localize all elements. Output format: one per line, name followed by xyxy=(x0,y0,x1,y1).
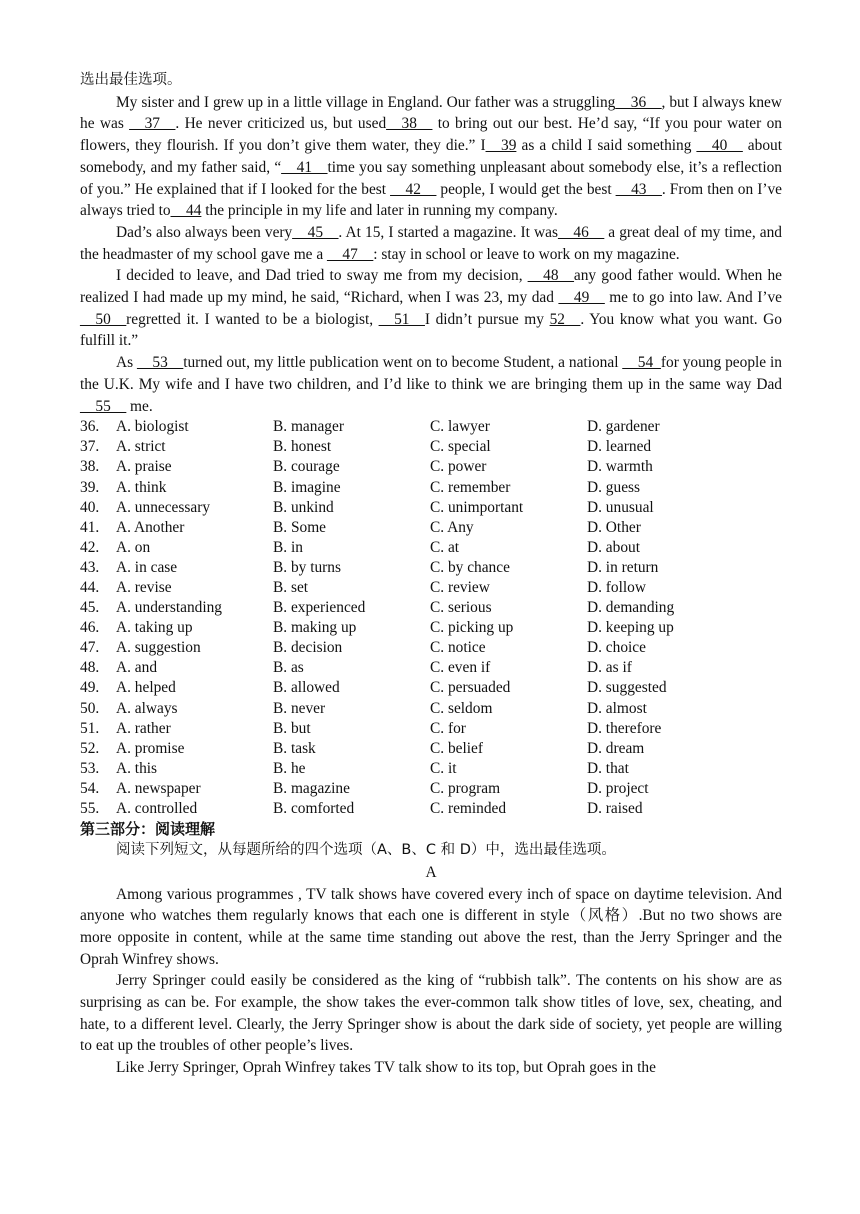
option-c: C. unimportant xyxy=(430,498,524,516)
option-d: D. choice xyxy=(587,639,646,657)
question-number: 45. xyxy=(80,599,100,617)
option-c: C. at xyxy=(430,538,460,556)
blank-37: __37__ xyxy=(129,115,176,133)
text: As xyxy=(116,354,138,372)
option-d: D. almost xyxy=(587,699,647,717)
option-b: B. but xyxy=(273,719,311,737)
option-a: A. rather xyxy=(116,719,171,737)
option-row xyxy=(80,678,782,698)
option-b: B. unkind xyxy=(273,498,334,516)
option-d: D. learned xyxy=(587,438,652,456)
question-number: 54. xyxy=(80,779,100,797)
option-row xyxy=(80,417,782,437)
option-d: D. that xyxy=(587,759,629,777)
option-c: C. even if xyxy=(430,659,491,677)
passage-paragraph-4 xyxy=(80,352,782,417)
question-number: 48. xyxy=(80,659,100,677)
option-c: C. for xyxy=(430,719,466,737)
option-c: C. seldom xyxy=(430,699,493,717)
option-a: A. helped xyxy=(116,679,176,697)
option-b: B. courage xyxy=(273,458,340,476)
question-number: 52. xyxy=(80,739,100,757)
option-d: D. guess xyxy=(587,478,641,496)
option-b: B. imagine xyxy=(273,478,341,496)
option-d: D. follow xyxy=(587,579,646,596)
text: I decided to leave, and Dad tried to sway me from my decision, xyxy=(116,267,528,285)
text: as a child I said something xyxy=(516,137,697,155)
question-number: 43. xyxy=(80,558,100,576)
blank-40: __40__ xyxy=(696,137,743,155)
text: to bring out our best. He’d say, “If you pour water on flowers, they flourish. If you don’t give them water, they die.” I xyxy=(80,115,782,155)
blank-44: __44 xyxy=(170,202,202,220)
option-row xyxy=(80,498,782,518)
text: . At 15, I started a magazine. It was xyxy=(338,223,558,241)
option-d: D. gardener xyxy=(587,418,660,436)
reading-paragraph-1: Among various programmes , TV talk shows have covered every inch of space on daytime television. And anyone who watches them regularly knows that each one is different in style（风格）.But no two shows are more opposite in content, while at the same time standing out above the rest, than the Jerry Springer and the Oprah Winfrey shows. xyxy=(80,885,782,968)
option-b: B. as xyxy=(273,659,304,677)
option-a: A. Another xyxy=(116,518,185,536)
blank-38: __38__ xyxy=(386,115,433,133)
option-row xyxy=(80,598,782,618)
question-number: 50. xyxy=(80,699,100,717)
section-title: 第三部分：阅读理解 xyxy=(80,820,216,839)
option-a: A. unnecessary xyxy=(116,498,211,516)
blank-41: __41__ xyxy=(281,158,328,176)
option-row xyxy=(80,759,782,779)
option-b: B. making up xyxy=(273,619,357,637)
option-a: A. on xyxy=(116,538,151,556)
options-list xyxy=(80,417,782,819)
option-a: A. in case xyxy=(116,558,178,576)
question-number: 51. xyxy=(80,719,100,737)
option-c: C. review xyxy=(430,579,490,596)
option-c: C. power xyxy=(430,458,487,476)
passage-paragraph-1 xyxy=(80,92,782,222)
option-row xyxy=(80,618,782,638)
option-b: B. decision xyxy=(273,639,343,657)
option-a: A. and xyxy=(116,659,158,677)
question-number: 47. xyxy=(80,639,100,657)
option-b: B. by turns xyxy=(273,558,341,576)
blank-55: __55__ xyxy=(80,397,127,415)
question-number: 44. xyxy=(80,579,100,596)
option-a: A. this xyxy=(116,759,158,777)
option-b: B. magazine xyxy=(273,779,350,797)
text: any good father would. When he realized I had made up my mind, he said, “Richard, when I was 23, my dad xyxy=(80,267,782,307)
question-number: 41. xyxy=(80,518,100,536)
option-b: B. experienced xyxy=(273,599,366,617)
option-row xyxy=(80,478,782,498)
option-a: A. taking up xyxy=(116,619,193,637)
option-d: D. as if xyxy=(587,659,632,677)
option-c: C. lawyer xyxy=(430,418,490,436)
text: regretted it. I wanted to be a biologist, xyxy=(126,310,379,328)
blank-48: __48__ xyxy=(527,267,574,285)
text: I didn’t pursue my xyxy=(424,310,550,328)
option-c: C. Any xyxy=(430,518,474,536)
option-c: C. remember xyxy=(430,478,511,496)
text: a great deal of my time, and the headmaster of my school gave me a xyxy=(80,223,782,263)
option-d: D. in return xyxy=(587,558,659,576)
option-row xyxy=(80,558,782,578)
option-b: B. comforted xyxy=(273,800,355,818)
question-number: 46. xyxy=(80,619,100,637)
option-d: D. raised xyxy=(587,800,643,818)
blank-54: __54_ xyxy=(622,354,661,372)
blank-36: __36__ xyxy=(615,93,662,111)
option-c: C. special xyxy=(430,438,491,456)
text: time you say something unpleasant about somebody else, it’s a reflection of you.” He explained that if I looked for the best xyxy=(80,158,782,198)
text: : stay in school or leave to work on my magazine. xyxy=(373,245,680,263)
option-c: C. belief xyxy=(430,739,483,757)
option-b: B. allowed xyxy=(273,679,340,697)
option-row xyxy=(80,457,782,477)
blank-42: __42__ xyxy=(390,180,437,198)
option-row xyxy=(80,518,782,538)
blank-43: __43__ xyxy=(615,180,662,198)
option-a: A. strict xyxy=(116,438,166,456)
option-b: B. honest xyxy=(273,438,332,456)
blank-51: __51__ xyxy=(378,310,425,328)
option-b: B. he xyxy=(273,759,306,777)
option-row xyxy=(80,578,782,598)
question-number: 37. xyxy=(80,438,100,456)
option-row xyxy=(80,437,782,457)
option-a: A. suggestion xyxy=(116,639,201,657)
option-d: D. about xyxy=(587,538,641,556)
blank-45: __45__ xyxy=(292,223,339,241)
option-b: B. never xyxy=(273,699,326,717)
reading-paragraph-3: Like Jerry Springer, Oprah Winfrey takes TV talk show to its top, but Oprah goes in the xyxy=(116,1059,656,1077)
question-number: 42. xyxy=(80,538,100,556)
option-c: C. picking up xyxy=(430,619,514,637)
option-d: D. Other xyxy=(587,518,641,536)
option-b: B. Some xyxy=(273,518,327,536)
option-b: B. task xyxy=(273,739,316,757)
option-row xyxy=(80,538,782,558)
blank-49: __49__ xyxy=(558,289,605,307)
option-c: C. by chance xyxy=(430,558,510,576)
text: for young people in the U.K. My wife and I have two children, and I’d like to think we are bringing them up in the same way Dad xyxy=(80,354,782,393)
exam-page xyxy=(80,70,782,1079)
text: me to go into law. And I’ve xyxy=(604,289,782,307)
intro-tail: 选出最佳选项。 xyxy=(80,72,182,88)
option-row xyxy=(80,779,782,799)
blank-39: __39 xyxy=(485,137,517,155)
text: the principle in my life and later in running my company. xyxy=(201,202,558,220)
option-d: D. suggested xyxy=(587,679,667,697)
option-row xyxy=(80,638,782,658)
option-a: A. revise xyxy=(116,579,172,596)
option-row xyxy=(80,699,782,719)
blank-46: __46__ xyxy=(557,223,605,241)
question-number: 53. xyxy=(80,759,100,777)
question-number: 36. xyxy=(80,418,100,436)
blank-47: __47__ xyxy=(327,245,374,263)
text: . He never criticized us, but used xyxy=(175,115,387,133)
option-d: D. unusual xyxy=(587,498,654,516)
option-a: A. controlled xyxy=(116,800,198,818)
option-c: C. persuaded xyxy=(430,679,511,697)
option-a: A. think xyxy=(116,478,167,496)
section-instruction: 阅读下列短文，从每题所给的四个选项（A、B、C 和 D）中，选出最佳选项。 xyxy=(116,842,616,859)
option-row xyxy=(80,799,782,819)
option-row xyxy=(80,658,782,678)
option-c: C. reminded xyxy=(430,800,507,818)
blank-50: __50__ xyxy=(80,310,127,328)
option-row xyxy=(80,739,782,759)
passage-paragraph-3 xyxy=(80,265,782,352)
option-a: A. biologist xyxy=(116,418,189,436)
text: about somebody, and my father said, “ xyxy=(80,137,782,176)
passage-paragraph-2 xyxy=(80,222,782,265)
text: My sister and I grew up in a little village in England. Our father was a struggling xyxy=(116,93,616,111)
option-a: A. promise xyxy=(116,739,185,757)
text: Dad’s also always been very xyxy=(116,223,293,241)
option-c: C. it xyxy=(430,759,457,777)
option-a: A. always xyxy=(116,699,178,717)
reading-paragraph-2: Jerry Springer could easily be considered as the king of “rubbish talk”. The contents on his show are as surprising as can be. For example, the show takes the ever-common talk show titles of love, sex, cheating, and hate, to a different level. Clearly, the Jerry Springer show is about the dark side of society, yet people are willing to eat up the troubles of other people’s lives. xyxy=(80,972,782,1055)
question-number: 38. xyxy=(80,458,100,476)
option-b: B. in xyxy=(273,538,303,556)
option-c: C. program xyxy=(430,779,501,797)
option-c: C. notice xyxy=(430,639,486,657)
text: , but I always knew he was xyxy=(80,93,782,133)
question-number: 40. xyxy=(80,498,100,516)
blank-52: 52__ xyxy=(549,310,581,328)
question-number: 55. xyxy=(80,800,100,818)
option-d: D. demanding xyxy=(587,599,675,617)
option-a: A. praise xyxy=(116,458,172,476)
option-b: B. manager xyxy=(273,418,344,436)
option-row xyxy=(80,719,782,739)
option-d: D. dream xyxy=(587,739,645,757)
option-b: B. set xyxy=(273,579,309,596)
question-number: 39. xyxy=(80,478,100,496)
option-d: D. keeping up xyxy=(587,619,674,637)
text: . From then on I’ve always tried to xyxy=(80,180,782,220)
text: me. xyxy=(126,397,153,415)
blank-53: __53__ xyxy=(137,354,184,372)
option-d: D. therefore xyxy=(587,719,662,737)
option-c: C. serious xyxy=(430,599,492,617)
text: turned out, my little publication went on to become Student, a national xyxy=(183,354,623,372)
option-d: D. warmth xyxy=(587,458,653,476)
option-d: D. project xyxy=(587,779,649,797)
text: . You know what you want. Go fulfill it.” xyxy=(80,310,782,350)
option-a: A. newspaper xyxy=(116,779,201,797)
option-a: A. understanding xyxy=(116,599,223,617)
text: people, I would get the best xyxy=(436,180,616,198)
passage-label: A xyxy=(425,863,437,881)
question-number: 49. xyxy=(80,679,100,697)
